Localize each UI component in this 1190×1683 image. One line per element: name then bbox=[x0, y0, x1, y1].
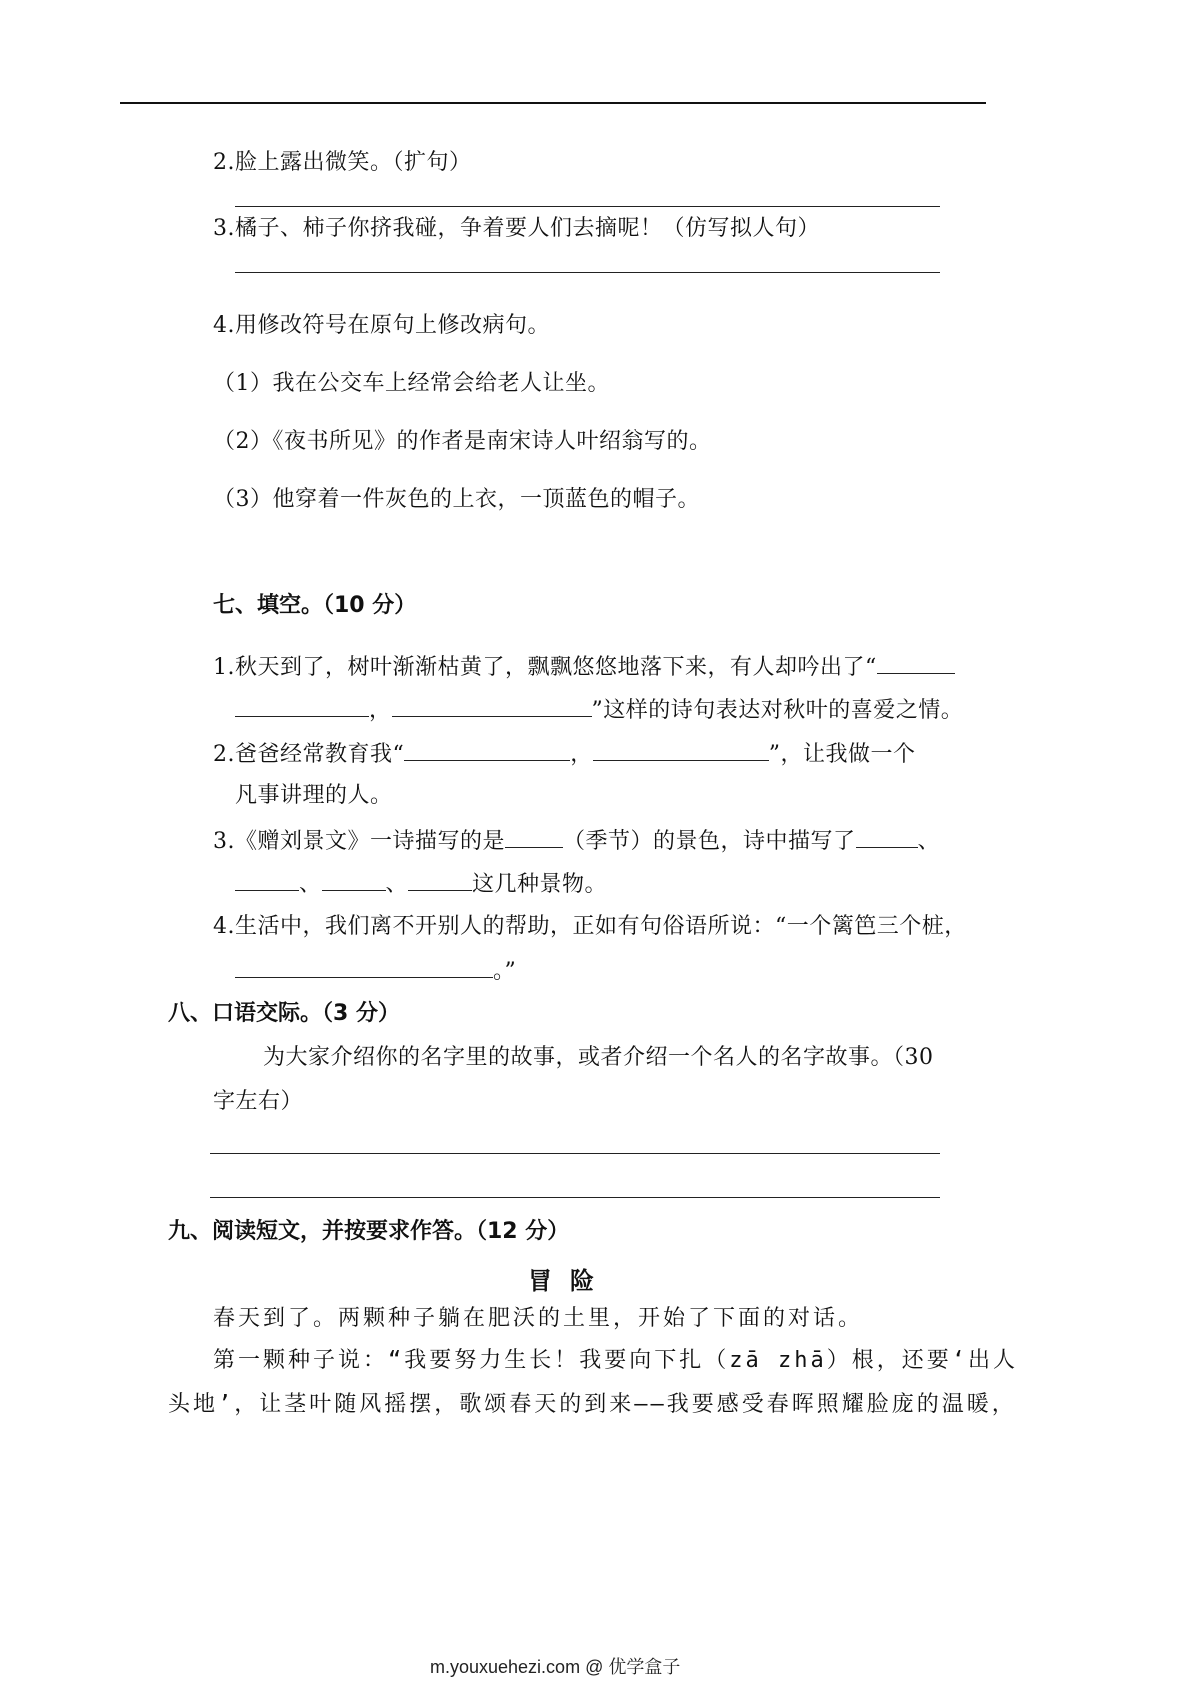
passage-title: 冒险 bbox=[528, 1267, 612, 1295]
question-7-4-line2: 。” bbox=[235, 955, 516, 987]
question-6-4-1: （1）我在公交车上经常会给老人让坐。 bbox=[213, 371, 610, 396]
question-6-4-3: （3）他穿着一件灰色的上衣，一顶蓝色的帽子。 bbox=[213, 487, 700, 512]
question-7-3: 3.《赠刘景文》一诗描写的是 （季节）的景色，诗中描写了 、 bbox=[213, 825, 940, 857]
question-7-1-line2: ， ”这样的诗句表达对秋叶的喜爱之情。 bbox=[235, 694, 963, 726]
section-9-heading: 九、阅读短文，并按要求作答。（12 分） bbox=[168, 1219, 570, 1244]
question-6-2: 2.脸上露出微笑。（扩句） bbox=[213, 150, 472, 175]
section-8-heading: 八、口语交际。（3 分） bbox=[168, 1001, 400, 1026]
blank-7-2-b[interactable] bbox=[593, 738, 769, 761]
blank-7-3-a[interactable] bbox=[856, 825, 918, 848]
blank-7-3-season[interactable] bbox=[505, 825, 563, 848]
blank-7-4[interactable] bbox=[235, 955, 493, 978]
question-6-4: 4.用修改符号在原句上修改病句。 bbox=[213, 313, 550, 338]
section-8-prompt-line2: 字左右） bbox=[213, 1089, 304, 1114]
blank-7-2-a[interactable] bbox=[404, 738, 570, 761]
header-rule bbox=[120, 102, 986, 104]
answer-line-6-2[interactable] bbox=[235, 206, 940, 207]
section-8-prompt-line1: 为大家介绍你的名字里的故事，或者介绍一个名人的名字故事。（30 bbox=[263, 1045, 934, 1070]
passage-paragraph-1: 春天到了。两颗种子躺在肥沃的土里，开始了下面的对话。 bbox=[213, 1306, 864, 1331]
passage-paragraph-2-line1: 第一颗种子说：“我要努力生长！我要向下扎（zā zhā）根，还要‘出人 bbox=[213, 1348, 1018, 1373]
blank-7-1-b[interactable] bbox=[235, 694, 369, 717]
blank-7-1-a[interactable] bbox=[877, 651, 955, 674]
question-7-4: 4.生活中，我们离不开别人的帮助，正如有句俗语所说：“一个篱笆三个桩， bbox=[213, 914, 967, 939]
answer-line-6-3[interactable] bbox=[235, 272, 940, 273]
answer-line-8-2[interactable] bbox=[210, 1197, 940, 1198]
question-6-4-2: （2）《夜书所见》的作者是南宋诗人叶绍翁写的。 bbox=[213, 429, 712, 454]
question-6-3: 3.橘子、柿子你挤我碰，争着要人们去摘呢！（仿写拟人句） bbox=[213, 216, 820, 241]
passage-paragraph-2-line2: 头地’，让茎叶随风摇摆，歌颂春天的到来——我要感受春晖照耀脸庞的温暖， bbox=[168, 1392, 1017, 1417]
footer-watermark: m.youxuehezi.com @ 优学盒子 bbox=[430, 1657, 681, 1677]
blank-7-1-c[interactable] bbox=[392, 694, 592, 717]
question-7-1 bbox=[213, 651, 955, 683]
blank-7-3-d[interactable] bbox=[408, 868, 472, 891]
blank-7-3-b[interactable] bbox=[235, 868, 299, 891]
question-7-2-line2: 凡事讲理的人。 bbox=[235, 783, 393, 808]
question-7-3-line2: 、 、 这几种景物。 bbox=[235, 868, 607, 900]
question-7-2: 2.爸爸经常教育我“ ， ”，让我做一个 bbox=[213, 738, 916, 770]
question-7-1-text: 1.秋天到了，树叶渐渐枯黄了，飘飘悠悠地落下来，有人却吟出了“ bbox=[213, 655, 877, 680]
section-7-heading: 七、填空。（10 分） bbox=[213, 593, 417, 618]
answer-line-8-1[interactable] bbox=[210, 1153, 940, 1154]
blank-7-3-c[interactable] bbox=[322, 868, 386, 891]
